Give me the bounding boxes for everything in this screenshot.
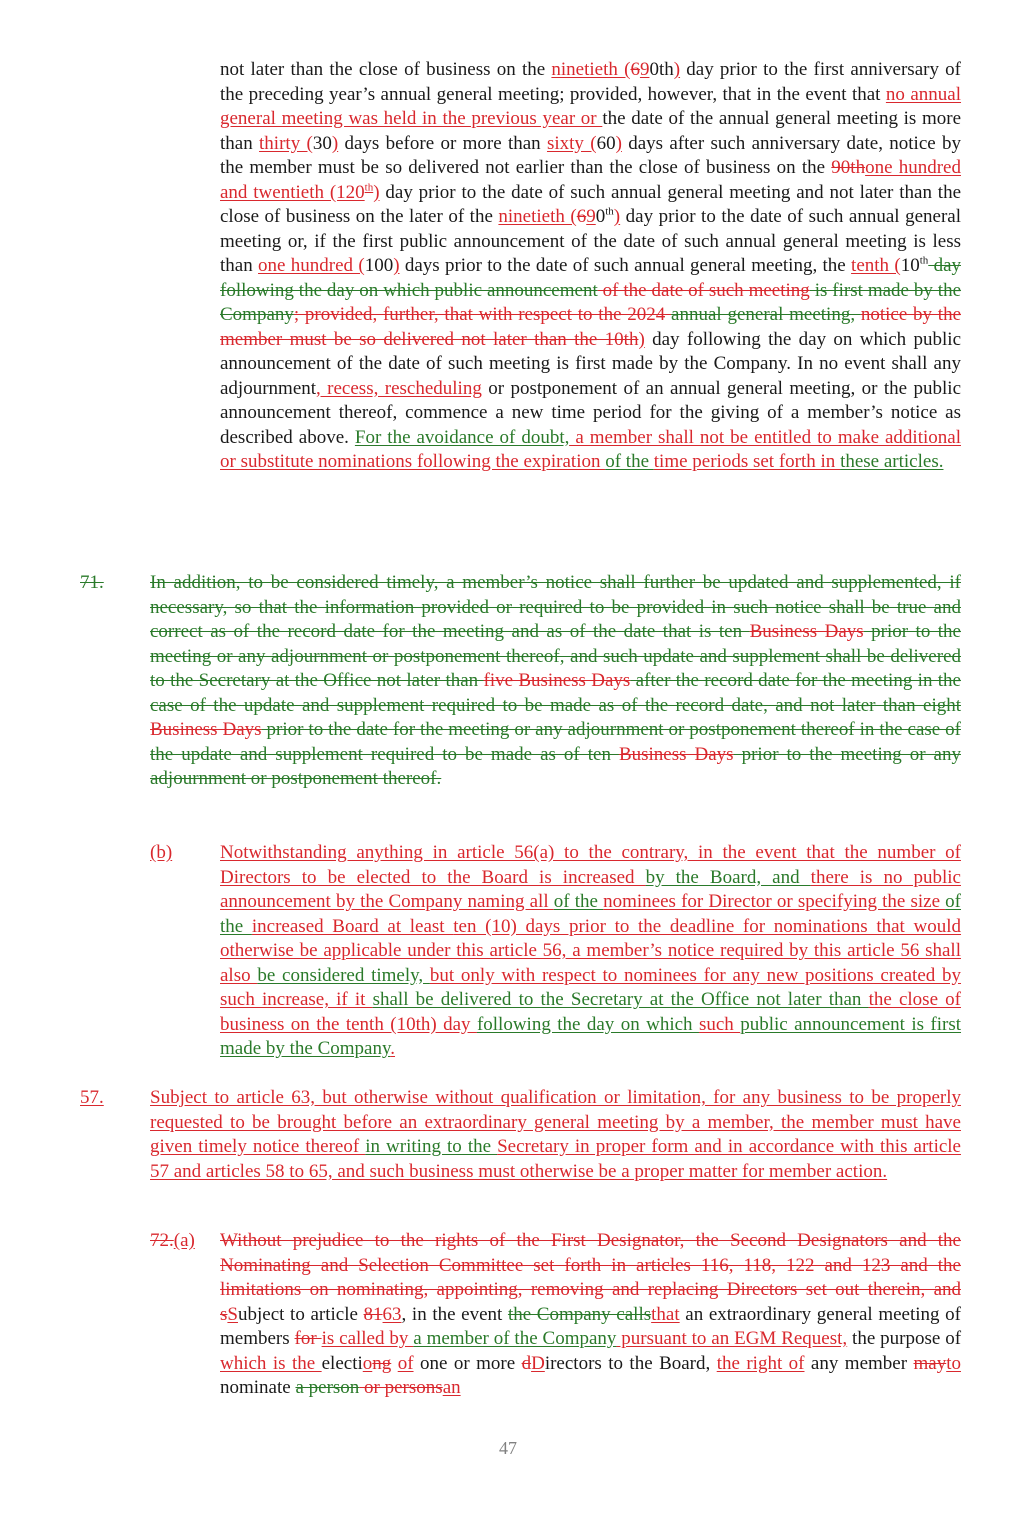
text-run: tenth ( — [851, 255, 901, 276]
paragraph-number-71: 71. — [80, 572, 104, 593]
text-run: following the day on which — [476, 1013, 699, 1035]
text-run: one or more — [413, 1352, 522, 1374]
text-run: d — [521, 1352, 532, 1374]
text-run: 0 — [595, 206, 606, 227]
text-run: th — [605, 205, 614, 218]
text-run: the Company calls — [507, 1303, 652, 1325]
text-run: day prior to the first anniversary of the preceding year’s annual general meeting; provided, however, that in the event that — [220, 59, 961, 105]
text-run: ) — [393, 255, 400, 276]
text-run: day prior to the date of such annual general meeting and not later than the close of business on the later of the — [220, 181, 961, 227]
text-run: increased Board at least — [251, 915, 454, 937]
paragraph-57 — [150, 1086, 961, 1184]
text-run: 6 — [576, 206, 587, 227]
text-run: but only with respect to nominees for any new positions created by such increase, if it — [220, 964, 962, 1010]
text-run: 60 — [596, 132, 616, 154]
text-run: sixty ( — [546, 132, 597, 154]
text-run: Business Days — [150, 719, 262, 740]
text-run: ) — [331, 132, 339, 154]
text-run: an — [442, 1377, 461, 1398]
text-run: 9 — [586, 206, 596, 227]
text-run: of the date of such meeting — [597, 279, 810, 301]
text-run: ) — [615, 132, 622, 154]
text-run: in writing to the — [365, 1136, 498, 1157]
text-run: the purpose of — [847, 1328, 962, 1349]
text-run: nominees for Director or specifying the size — [603, 891, 946, 912]
paragraph-71 — [150, 571, 961, 792]
text-run: of — [397, 1352, 414, 1374]
text-run: s — [220, 1303, 228, 1325]
text-run: irectors to the Board, — [544, 1352, 717, 1374]
text-run: shall be delivered to the Secretary at the Office not later than — [372, 989, 869, 1010]
text-run: the date of the annual general meeting is more than — [220, 108, 961, 154]
text-run: ) — [638, 328, 645, 350]
text-run: o — [362, 1352, 373, 1374]
text-run: 30 — [312, 132, 332, 154]
text-run: , recess, rescheduling — [316, 377, 482, 399]
text-run: day following the day on which public announcement of the date of such meeting is first made by the Company. In no event shall any adjournment — [220, 328, 961, 399]
text-run: days before or more than — [338, 132, 547, 154]
text-run: annual general meeting, — [671, 304, 861, 325]
text-run: prior to the date for the meeting or any adjournment or postponement thereof in the case of the update and supplement required to be made as of ten — [150, 719, 961, 765]
text-run: prior to the meeting or any adjournment or postponement thereof, and such update and supplement shall be delivered to the Secretary at the Office not later than — [150, 621, 961, 691]
text-run: a member shall not be entitled to make additional or substitute nominations following the expiration — [220, 426, 961, 472]
text-run: 6 — [630, 59, 640, 80]
text-run: 100 — [364, 255, 394, 276]
text-run: ninetieth ( — [498, 206, 577, 227]
text-run: 63 — [382, 1303, 402, 1325]
text-run: ) — [613, 206, 621, 227]
text-run: days prior to the date of such annual general meeting, the — [399, 255, 852, 276]
paragraph-56b — [220, 841, 961, 1062]
text-run: Business Days — [618, 743, 734, 765]
text-run: ubject to article — [237, 1303, 364, 1325]
text-run: notice by the member must be so delivered not later than the 10th — [220, 304, 961, 350]
text-run: five Business Days — [483, 670, 631, 691]
text-run: 90th — [831, 157, 866, 178]
text-run: of the — [220, 891, 961, 937]
text-run: ng — [372, 1352, 392, 1374]
text-run: days after such anniversary date, notice by the member must be so delivered not earlier than the close of business on the — [220, 132, 961, 178]
text-run: day following the day on which public announcement — [220, 255, 961, 301]
text-run: . — [390, 1038, 396, 1059]
text-run: D — [531, 1352, 545, 1374]
text-run: ninetieth ( — [551, 59, 631, 80]
text-run: is called by — [321, 1328, 414, 1349]
text-run: by the Board, and — [645, 866, 811, 888]
text-run: thirty ( — [259, 132, 313, 154]
text-run: there is no public announcement by the Company naming all — [220, 866, 961, 912]
paragraph-number-72a — [150, 1229, 195, 1254]
text-run: ; provided, further, that with respect to the 2024 — [293, 304, 672, 325]
text-run: such — [698, 1013, 741, 1035]
text-run: Notwithstanding anything in article 56(a) to the contrary, in the event that the number of Directors to be elected to the Board is increased — [220, 842, 961, 888]
text-run: Subject to article 63, but otherwise without qualification or limitation, for any business to be properly requested to be brought before an extraordinary general meeting by a member, the member must have given timely notice thereof — [150, 1087, 961, 1157]
deleted-number: 72. — [150, 1230, 174, 1251]
text-run: Business Days — [749, 621, 864, 642]
text-run: one hundred and twentieth (120 — [220, 157, 961, 203]
text-run: ) — [373, 181, 380, 203]
paragraph-70-continuation — [220, 58, 961, 475]
text-run: or persons — [359, 1377, 443, 1398]
text-run: ) — [673, 59, 681, 80]
text-run: a member of the Company — [413, 1328, 617, 1349]
text-run: time periods set forth in — [653, 451, 841, 472]
text-run: of the — [553, 891, 604, 912]
text-run: Secretary in proper form and in accordance with this article 57 and articles 58 to 65, and such business must otherwise be a proper matter for member action. — [150, 1136, 961, 1182]
text-run: th — [919, 254, 929, 267]
text-run: which is the — [220, 1352, 322, 1374]
text-run: after the record date for the meeting in the case of the update and supplement required to be made as of the record date, and not later than eight — [150, 670, 961, 716]
text-run: day prior to the date of such annual general meeting or, if the first public announcement of the date of such annual general meeting is less than — [220, 206, 961, 276]
paragraph-number-57: 57. — [80, 1087, 104, 1108]
page-number: 47 — [499, 1438, 517, 1458]
text-run: 10 — [900, 255, 920, 276]
text-run: these articles. — [840, 451, 944, 472]
paragraph-number-b: (b) — [150, 842, 173, 863]
text-run: pursuant to an EGM Request, — [616, 1328, 848, 1349]
text-run: is first made by the Company — [220, 279, 962, 325]
text-run: In addition, to be considered timely, a member’s notice shall further be updated and supplemented, if necessary, so that the information provided or required to be provided in such notice shall be true and correct as of the record date for the meeting and as of the date that is ten — [150, 572, 961, 642]
text-run: 9 — [639, 59, 650, 80]
text-run: public announcement is first made by the Company — [220, 1013, 962, 1059]
text-run: for — [294, 1328, 322, 1349]
text-run: not later than the close of business on the — [220, 59, 552, 80]
text-run: 81 — [363, 1303, 383, 1325]
text-run: that — [651, 1303, 680, 1325]
text-run: nominate — [220, 1377, 296, 1398]
text-run: ten (10) days prior to the deadline for nominations that would otherwise be applicable under this article 56, a member’s notice required by this article 56 shall also — [220, 915, 962, 986]
inserted-number: (a) — [173, 1230, 195, 1251]
text-run: no annual general meeting was held in the previous year or — [220, 83, 962, 129]
text-run: may — [913, 1352, 947, 1374]
text-run: or postponement of an annual general meeting, or the public announcement thereof, commence a new time period for the giving of a member’s notice as described above. — [220, 377, 962, 448]
text-run: to — [946, 1352, 961, 1374]
text-run: an extraordinary general meeting of members — [220, 1303, 961, 1349]
text-run: th — [364, 181, 374, 194]
text-run: S — [227, 1303, 238, 1325]
text-run: For the avoidance of doubt, — [354, 426, 570, 448]
text-run: a person — [295, 1377, 360, 1398]
text-run: the close of business on the tenth (10th) day — [220, 989, 961, 1035]
text-run: one hundred ( — [258, 255, 365, 276]
paragraph-57a — [220, 1229, 961, 1401]
text-run: be considered timely, — [257, 964, 430, 986]
text-run: any member — [804, 1352, 914, 1374]
text-run: of the — [605, 451, 654, 472]
text-run: Without prejudice to the rights of the First Designator, the Second Designators and the Nominating and Selection Committee set forth in articles 116, 118, 122 and 123 and the limitations on nominating, appointing, removing and replacing Directors set out therein, and — [220, 1230, 961, 1300]
text-run: prior to the meeting or any adjournment or postponement thereof. — [150, 743, 961, 789]
text-run: , in the event — [401, 1303, 508, 1325]
text-run: 0th — [649, 59, 674, 80]
text-run: the right of — [716, 1352, 805, 1374]
text-run: electi — [321, 1352, 363, 1374]
